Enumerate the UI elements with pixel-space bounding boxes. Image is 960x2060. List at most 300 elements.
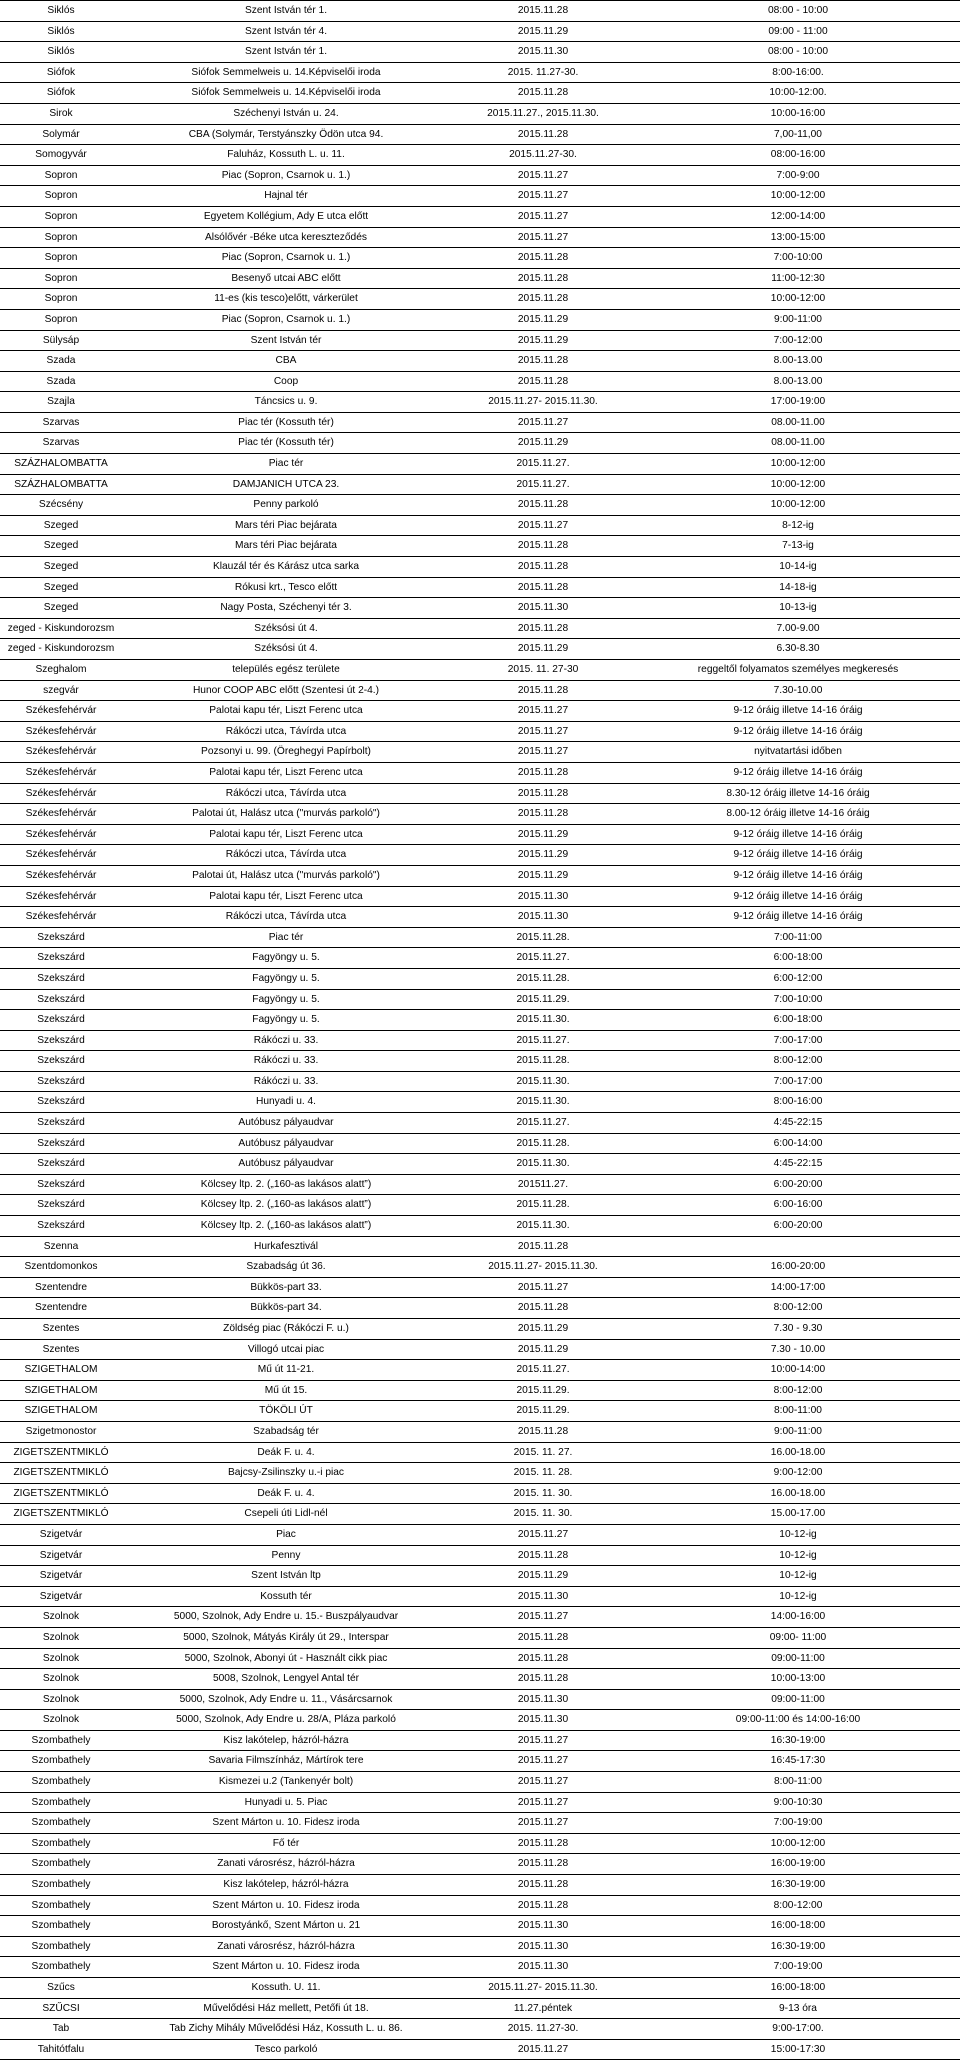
city-cell: Szeged <box>43 602 79 614</box>
date-cell: 2015.11.28 <box>517 540 569 552</box>
table-row <box>0 1896 960 1917</box>
date-cell: 2015.11.27 <box>517 2043 569 2055</box>
location-cell: Művelődési Ház mellett, Petőfi út 18. <box>203 2002 369 2014</box>
table-row <box>0 639 960 660</box>
location-cell: Piac (Sopron, Csarnok u. 1.) <box>221 169 351 181</box>
time-cell: 11:00-12:30 <box>771 272 825 284</box>
time-cell: 8:00-12:00 <box>773 1055 823 1067</box>
city-cell: Szeged <box>43 540 79 552</box>
date-cell: 2015.11.27-30. <box>509 149 577 161</box>
time-cell: 7-13-ig <box>782 540 814 552</box>
table-row <box>0 763 960 784</box>
city-cell: Sopron <box>44 210 78 222</box>
location-cell: DAMJANICH UTCA 23. <box>232 478 340 490</box>
city-cell: SZŰCSI <box>42 2002 80 2014</box>
date-cell: 2015.11.27 <box>517 1734 569 1746</box>
table-row <box>0 475 960 496</box>
table-row <box>0 145 960 166</box>
city-cell: Székesfehérvár <box>25 869 97 881</box>
date-cell: 2015.11.29 <box>517 313 569 325</box>
time-cell: 8:00-12:00 <box>773 1384 823 1396</box>
date-cell: 2015.11.27. <box>516 1034 570 1046</box>
table-row <box>0 990 960 1011</box>
date-cell: 2015.11.28 <box>517 499 569 511</box>
time-cell: 17:00-19:00 <box>770 396 826 408</box>
time-cell: 08:00 - 10:00 <box>767 46 829 58</box>
date-cell: 2015.11.29 <box>517 1343 569 1355</box>
time-cell: 8:00-12:00 <box>773 1302 823 1314</box>
city-cell: Szekszárd <box>37 931 85 943</box>
date-cell: 2015. 11. 28. <box>513 1467 573 1479</box>
date-cell: 2015.11.28. <box>516 1137 570 1149</box>
city-cell: Szekszárd <box>37 1055 85 1067</box>
location-cell: Piac tér <box>268 458 304 470</box>
city-cell: Tahitótfalu <box>37 2043 85 2055</box>
city-cell: Szűcs <box>47 1982 75 1993</box>
table-row <box>0 1772 960 1793</box>
time-cell: 7.30-10.00 <box>773 684 823 696</box>
location-cell: Savaria Filmszínház, Mártírok tere <box>208 1755 364 1767</box>
table-row <box>0 1710 960 1731</box>
time-cell: 16:00-20:00 <box>770 1261 826 1273</box>
city-cell: Szolnok <box>42 1611 80 1623</box>
time-cell: 9:00-17:00. <box>772 2023 824 2035</box>
date-cell: 2015.11.29 <box>517 869 569 881</box>
time-cell: 8:00-11:00 <box>774 1405 822 1417</box>
city-cell: Siófok <box>46 66 76 78</box>
location-cell: Kölcsey ltp. 2. („160-as lakásos alatt”) <box>200 1220 372 1232</box>
date-cell: 2015.11.28 <box>517 87 569 99</box>
location-cell: CBA <box>275 355 297 367</box>
city-cell: Szigetmonostor <box>25 1425 97 1437</box>
city-cell: Szentendre <box>34 1302 88 1314</box>
city-cell: Sopron <box>44 313 78 325</box>
time-cell: 6:00-14:00 <box>773 1137 823 1149</box>
city-cell: Szigetvár <box>39 1570 83 1582</box>
location-cell: Klauzál tér és Kárász utca sarka <box>212 561 360 573</box>
table-row <box>0 1854 960 1875</box>
time-cell: 6:00-18:00 <box>773 952 823 964</box>
table-row <box>0 969 960 990</box>
location-cell: Kölcsey ltp. 2. („160-as lakásos alatt”) <box>200 1178 372 1190</box>
time-cell: 6:00-16:00 <box>773 1199 823 1211</box>
location-cell: 5000, Szolnok, Ady Endre u. 15.- Buszpályaudvar <box>173 1611 399 1623</box>
time-cell: 16:30-19:00 <box>770 1879 826 1891</box>
table-row <box>0 1237 960 1258</box>
table-row <box>0 269 960 290</box>
location-cell: Piac tér (Kossuth tér) <box>238 416 334 428</box>
date-cell: 2015.11.29. <box>516 1405 570 1417</box>
location-cell: Szent István tér <box>250 334 322 346</box>
city-cell: Székesfehérvár <box>25 725 97 737</box>
table-row <box>0 660 960 681</box>
table-row <box>0 1484 960 1505</box>
time-cell: 7:00-17:00 <box>773 1034 823 1046</box>
table-row <box>0 1257 960 1278</box>
city-cell: zeged - Kiskundorozsm <box>7 622 115 634</box>
location-cell: Szent István tér 1. <box>244 46 328 58</box>
time-cell: 09:00- 11:00 <box>769 1631 827 1643</box>
location-cell: Kisz lakótelep, házról-házra <box>223 1734 349 1746</box>
location-cell: Bajcsy-Zsilinszky u.-i piac <box>227 1467 345 1479</box>
date-cell: 2015.11.28 <box>517 375 569 387</box>
time-cell: 7,00-11,00 <box>774 128 822 140</box>
time-cell: 13:00-15:00 <box>770 231 826 243</box>
city-cell: Szolnok <box>42 1673 80 1685</box>
time-cell: 16:00-19:00 <box>770 1858 826 1870</box>
date-cell: 2015.11.30 <box>517 1590 569 1602</box>
table-row <box>0 1031 960 1052</box>
city-cell: ZIGETSZENTMIKLÓ <box>13 1487 109 1499</box>
city-cell: Szombathely <box>31 1755 91 1767</box>
date-cell: 2015.11.28 <box>517 1549 569 1561</box>
time-cell: 16:45-17:30 <box>770 1755 826 1767</box>
date-cell: 2015. 11. 27. <box>513 1446 573 1458</box>
table-row <box>0 516 960 537</box>
table-row <box>0 1072 960 1093</box>
city-cell: Sopron <box>44 231 78 243</box>
date-cell: 2015.11.27- 2015.11.30. <box>488 1261 598 1273</box>
table-row <box>0 1051 960 1072</box>
time-cell: 9:00-12:00 <box>773 1467 823 1479</box>
city-cell: Szarvas <box>42 416 80 428</box>
date-cell: 2015.11.27. <box>516 952 570 964</box>
location-cell: Piac tér <box>268 931 304 943</box>
date-cell: 2015.11.28 <box>517 1837 569 1849</box>
location-cell: Széchenyi István u. 24. <box>233 107 339 119</box>
location-cell: Rákóczi u. 33. <box>253 1075 319 1087</box>
location-cell: Fő tér <box>272 1837 300 1849</box>
date-cell: 2015.11.27 <box>517 1817 569 1829</box>
city-cell: Szombathely <box>31 1734 91 1746</box>
table-row <box>0 310 960 331</box>
table-row <box>0 413 960 434</box>
location-cell: Villogó utcai piac <box>247 1343 325 1355</box>
location-cell: Fagyöngy u. 5. <box>252 993 320 1005</box>
table-row <box>0 701 960 722</box>
date-cell: 2015.11.27 <box>517 1796 569 1808</box>
location-cell: Alsólővér -Béke utca kereszteződés <box>205 231 367 243</box>
city-cell: Szombathely <box>31 1858 91 1870</box>
time-cell: 14:00-17:00 <box>770 1281 826 1293</box>
time-cell: 10:00-12:00 <box>770 190 826 202</box>
time-cell: 10:00-16:00 <box>770 107 826 119</box>
date-cell: 2015.11.28 <box>517 1652 569 1664</box>
city-cell: Szécsény <box>38 499 84 511</box>
table-row <box>0 1999 960 2020</box>
location-cell: 5000, Szolnok, Mátyás Király út 29., Interspar <box>183 1631 389 1643</box>
city-cell: SZIGETHALOM <box>24 1405 98 1417</box>
table-row <box>0 1175 960 1196</box>
table-row <box>0 1154 960 1175</box>
table-row <box>0 1422 960 1443</box>
city-cell: Szigetvár <box>39 1590 83 1602</box>
city-cell: Szolnok <box>42 1693 80 1705</box>
table-row <box>0 186 960 207</box>
city-cell: zeged - Kiskundorozsm <box>7 643 115 655</box>
table-row <box>0 1607 960 1628</box>
time-cell: 9-12 óráig illetve 14-16 óráig <box>733 890 863 902</box>
date-cell: 2015.11.28 <box>517 293 569 305</box>
time-cell: 16:30-19:00 <box>770 1734 826 1746</box>
date-cell: 2015.11.29 <box>517 1570 569 1582</box>
table-row <box>0 1216 960 1237</box>
time-cell: 08.00-11.00 <box>771 416 825 428</box>
table-row <box>0 248 960 269</box>
date-cell: 2015.11.27 <box>517 231 569 243</box>
time-cell: 7:00-12:00 <box>773 334 823 346</box>
time-cell: 10:00-12:00. <box>769 87 827 99</box>
city-cell: Sopron <box>44 293 78 305</box>
location-cell: Mars téri Piac bejárata <box>235 519 337 531</box>
location-cell: Fagyöngy u. 5. <box>252 1014 320 1026</box>
table-row <box>0 845 960 866</box>
city-cell: Szeged <box>43 581 79 593</box>
location-cell: Mű út 11-21. <box>257 1364 315 1376</box>
time-cell: 08:00-16:00 <box>770 149 826 161</box>
city-cell: Sopron <box>44 190 78 202</box>
time-cell: 7.30 - 9.30 <box>773 1323 823 1334</box>
time-cell: 15:00-17:30 <box>770 2043 826 2055</box>
table-row <box>0 228 960 249</box>
time-cell: 4:45-22:15 <box>773 1158 823 1170</box>
location-cell: Besenyő utcai ABC előtt <box>231 272 341 284</box>
table-row <box>0 557 960 578</box>
city-cell: Székesfehérvár <box>25 808 97 820</box>
date-cell: 2015.11.28. <box>516 931 570 943</box>
time-cell: 8:00-16:00 <box>773 1096 823 1108</box>
city-cell: Székesfehérvár <box>25 828 97 840</box>
table-row <box>0 1 960 22</box>
date-cell: 2015. 11.27-30. <box>507 2023 579 2035</box>
location-cell: Széksósi út 4. <box>254 622 318 634</box>
city-cell: Szajla <box>47 396 75 408</box>
time-cell: 8.30-12 óráig illetve 14-16 óráig <box>726 787 870 799</box>
table-row <box>0 22 960 43</box>
date-cell: 2015.11.27 <box>517 190 569 202</box>
date-cell: 2015.11.28 <box>517 128 569 140</box>
city-cell: Szenna <box>43 1240 79 1252</box>
date-cell: 2015.11.27 <box>517 519 569 531</box>
city-cell: Szentdomonkos <box>24 1261 98 1273</box>
table-row <box>0 1793 960 1814</box>
date-cell: 2015.11.29 <box>517 643 569 655</box>
time-cell: 7:00-10:00 <box>773 252 823 264</box>
date-cell: 2015.11.28 <box>517 272 569 284</box>
location-cell: Szent István tér 1. <box>244 5 328 16</box>
city-cell: Szolnok <box>42 1631 80 1643</box>
table-row <box>0 1113 960 1134</box>
table-row <box>0 907 960 928</box>
city-cell: Tab <box>52 2023 70 2035</box>
date-cell: 11.27.péntek <box>513 2002 573 2014</box>
city-cell: Székesfehérvár <box>25 766 97 778</box>
date-cell: 2015.11.27 <box>517 705 569 717</box>
location-cell: Szent Márton u. 10. Fidesz iroda <box>212 1899 360 1911</box>
table-row <box>0 1134 960 1155</box>
city-cell: szegvár <box>43 684 79 696</box>
location-cell: Palotai kapu tér, Liszt Ferenc utca <box>209 705 363 717</box>
date-cell: 2015.11.30 <box>517 911 569 923</box>
time-cell: 16:30-19:00 <box>770 1940 826 1952</box>
date-cell: 2015.11.27 <box>517 416 569 428</box>
table-row <box>0 1916 960 1937</box>
time-cell: 10-12-ig <box>779 1590 817 1602</box>
time-cell: 10-14-ig <box>779 561 817 573</box>
city-cell: Székesfehérvár <box>25 705 97 717</box>
city-cell: Szekszárd <box>37 972 85 984</box>
table-row <box>0 351 960 372</box>
table-row <box>0 1628 960 1649</box>
time-cell: 14-18-ig <box>779 581 817 593</box>
location-cell: Táncsics u. 9. <box>254 396 318 408</box>
location-cell: Coop <box>273 375 299 387</box>
table-row <box>0 1381 960 1402</box>
date-cell: 2015.11.29 <box>517 1323 569 1334</box>
table-row <box>0 536 960 557</box>
city-cell: Szeged <box>43 519 79 531</box>
city-cell: Szekszárd <box>37 1014 85 1026</box>
location-cell: Fagyöngy u. 5. <box>252 952 320 964</box>
date-cell: 2015.11.28 <box>517 1899 569 1911</box>
date-cell: 2015.11.27- 2015.11.30. <box>488 1982 598 1993</box>
date-cell: 201511.27. <box>517 1178 569 1190</box>
city-cell: Sopron <box>44 272 78 284</box>
location-cell: Piac (Sopron, Csarnok u. 1.) <box>221 313 351 325</box>
table-row <box>0 742 960 763</box>
location-cell: Pozsonyi u. 99. (Öreghegyi Papírbolt) <box>201 746 371 758</box>
time-cell: 6:00-20:00 <box>773 1178 823 1190</box>
date-cell: 2015. 11.27-30. <box>507 66 579 78</box>
location-cell: Szent István tér 4. <box>244 25 328 37</box>
date-cell: 2015.11.28 <box>517 1673 569 1685</box>
time-cell: 8.00-13.00 <box>773 355 823 367</box>
location-cell: Hunyadi u. 4. <box>255 1096 317 1108</box>
date-cell: 2015.11.28 <box>517 1631 569 1643</box>
table-row <box>0 1546 960 1567</box>
date-cell: 2015.11.27- 2015.11.30. <box>488 396 598 408</box>
city-cell: Solymár <box>42 128 80 140</box>
date-cell: 2015. 11. 30. <box>513 1508 573 1520</box>
location-cell: TÖKÖLI ÚT <box>259 1405 313 1417</box>
city-cell: Szombathely <box>31 1920 91 1932</box>
date-cell: 2015.11.27 <box>517 1755 569 1767</box>
table-row <box>0 1463 960 1484</box>
date-cell: 2015. 11. 30. <box>513 1487 573 1499</box>
city-cell: Szigetvár <box>39 1528 83 1540</box>
location-cell: Siófok Semmelweis u. 14.Képviselői iroda <box>191 66 381 78</box>
location-cell: Csepeli úti Lidl-nél <box>244 1508 328 1520</box>
date-cell: 2015.11.27 <box>517 1776 569 1788</box>
city-cell: Siófok <box>46 87 76 99</box>
date-cell: 2015.11.28 <box>517 581 569 593</box>
city-cell: Szekszárd <box>37 1178 85 1190</box>
city-cell: Szada <box>46 375 76 387</box>
date-cell: 2015.11.29 <box>517 849 569 861</box>
city-cell: SZÁZHALOMBATTA <box>14 458 108 470</box>
table-row <box>0 331 960 352</box>
location-cell: Rákóczi utca, Távírda utca <box>225 725 347 737</box>
location-cell: 5000, Szolnok, Ady Endre u. 11., Vásárcsarnok <box>179 1693 393 1705</box>
date-cell: 2015.11.27. <box>516 478 570 490</box>
date-cell: 2015.11.30 <box>517 1693 569 1705</box>
date-cell: 2015.11.28 <box>517 355 569 367</box>
city-cell: Székesfehérvár <box>25 787 97 799</box>
date-cell: 2015.11.29 <box>517 25 569 37</box>
date-cell: 2015.11.30 <box>517 46 569 58</box>
date-cell: 2015.11.27 <box>517 1281 569 1293</box>
table-row <box>0 1813 960 1834</box>
date-cell: 2015.11.29. <box>516 993 570 1005</box>
location-cell: Piac (Sopron, Csarnok u. 1.) <box>221 252 351 264</box>
time-cell: 7:00-19:00 <box>773 1961 823 1973</box>
location-cell: Palotai kapu tér, Liszt Ferenc utca <box>209 766 363 778</box>
location-cell: Zanati városrész, házról-házra <box>217 1940 355 1952</box>
date-cell: 2015.11.30 <box>517 1920 569 1932</box>
location-cell: 5000, Szolnok, Abonyi út - Használt cikk piac <box>184 1652 388 1664</box>
city-cell: Szentes <box>42 1343 80 1355</box>
time-cell: 10-12-ig <box>779 1528 817 1540</box>
table-row <box>0 2040 960 2060</box>
date-cell: 2015.11.27 <box>517 725 569 737</box>
city-cell: Szombathely <box>31 1796 91 1808</box>
date-cell: 2015.11.28 <box>517 5 569 16</box>
date-cell: 2015.11.30. <box>516 1158 570 1170</box>
time-cell: 08:00 - 10:00 <box>767 5 829 16</box>
time-cell: 9-12 óráig illetve 14-16 óráig <box>733 828 863 840</box>
date-cell: 2015.11.28 <box>517 766 569 778</box>
date-cell: 2015.11.27. <box>516 458 570 470</box>
time-cell: 10:00-12:00 <box>770 499 826 511</box>
table-row <box>0 104 960 125</box>
date-cell: 2015.11.27 <box>517 746 569 758</box>
city-cell: Székesfehérvár <box>25 890 97 902</box>
location-cell: Rókusi krt., Tesco előtt <box>234 581 338 593</box>
city-cell: Szekszárd <box>37 1117 85 1129</box>
table-row <box>0 207 960 228</box>
city-cell: SZIGETHALOM <box>24 1384 98 1396</box>
table-row <box>0 887 960 908</box>
table-row <box>0 804 960 825</box>
location-cell: Deák F. u. 4. <box>257 1487 315 1499</box>
date-cell: 2015.11.30 <box>517 1961 569 1973</box>
location-cell: Autóbusz pályaudvar <box>238 1137 334 1149</box>
location-cell: Faluház, Kossuth L. u. 11. <box>227 149 345 161</box>
date-cell: 2015.11.27 <box>517 210 569 222</box>
time-cell: 9:00-10:30 <box>773 1796 823 1808</box>
date-cell: 2015.11.28 <box>517 1858 569 1870</box>
date-cell: 2015.11.28 <box>517 1240 569 1252</box>
location-cell: Penny parkoló <box>253 499 319 511</box>
time-cell: 8:00-11:00 <box>774 1776 822 1788</box>
location-cell: CBA (Solymár, Terstyánszky Ödön utca 94. <box>188 128 384 140</box>
date-cell: 2015.11.29 <box>517 334 569 346</box>
table-row <box>0 1278 960 1299</box>
city-cell: Szolnok <box>42 1714 80 1726</box>
city-cell: Siklós <box>47 5 75 16</box>
table-row <box>0 722 960 743</box>
time-cell: 7.00-9.00 <box>776 622 820 634</box>
time-cell: 8.00-12 óráig illetve 14-16 óráig <box>726 808 870 820</box>
city-cell: SZIGETHALOM <box>24 1364 98 1376</box>
location-cell: Autóbusz pályaudvar <box>238 1158 334 1170</box>
date-cell: 2015.11.30. <box>516 1014 570 1026</box>
location-cell: Mars téri Piac bejárata <box>235 540 337 552</box>
city-cell: Szada <box>46 355 76 367</box>
time-cell: 10:00-13:00 <box>770 1673 826 1685</box>
time-cell: 16:00-18:00 <box>770 1920 826 1932</box>
date-cell: 2015.11.27 <box>517 1528 569 1540</box>
